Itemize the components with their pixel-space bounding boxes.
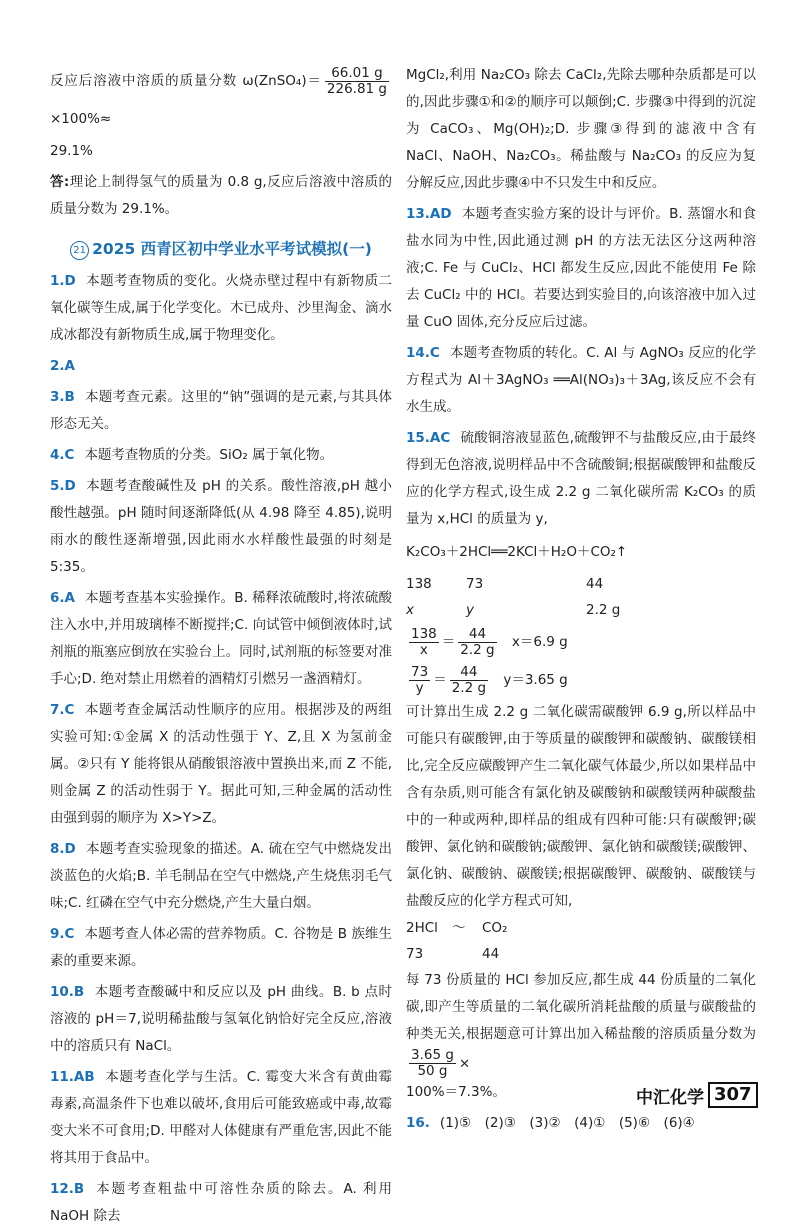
prev-answer (50, 169, 392, 223)
answer-15 (406, 425, 756, 533)
prev-fraction (325, 66, 389, 97)
prev-answer-text: 理论上制得氢气的质量为 0.8 g,反应后溶液中溶质的质量分数为 29.1%。 (50, 174, 392, 217)
q15-rel-r2-c2 (452, 941, 482, 967)
q15-r2-c2: y (466, 602, 474, 618)
answer-5-text: 本题考查酸碱性及 pH 的关系。酸性溶液,pH 越小酸性越强。pH 随时间逐渐降低(从 4.98 降至 4.85),说明雨水的酸性逐渐增强,因此雨水水样酸性最强的时刻是 5:35。 (50, 478, 392, 575)
q15-r1-c3: 44 (586, 576, 604, 592)
q15-frac2b-den: 2.2 g (451, 679, 487, 696)
answer-9-text: 本题考查人体必需的营养物质。C. 谷物是 B 族维生素的重要来源。 (50, 926, 392, 969)
q15-text3-post: × (458, 1055, 471, 1072)
answer-8-num: 8.D (50, 841, 76, 857)
q15-frac1b (458, 627, 496, 658)
q15-text3-pre: 每 73 份质量的 HCl 参加反应,都生成 44 份质量的二氧化碳,即产生等质量的二氧化碳所消耗盐酸的质量与碳酸盐的种类无关,根据题意可计算出加入稀盐酸的溶质质量分数为 (406, 972, 756, 1042)
q15-text3-frac-den: 50 g (417, 1063, 448, 1079)
q15-frac1 (409, 627, 439, 658)
q15-text3-frac (409, 1048, 456, 1079)
page-number: 307 (708, 1082, 758, 1108)
q15-frac1-den: x (419, 641, 428, 658)
answer-8-text: 本题考查实验现象的描述。A. 硫在空气中燃烧发出淡蓝色的火焰;B. 羊毛制品在空气中燃烧,产生烧焦羽毛气味;C. 红磷在空气中充分燃烧,产生大量白烟。 (50, 841, 392, 911)
page-footer (636, 1082, 758, 1108)
answer-1-num: 1.D (50, 273, 76, 289)
q15-relation-row-1 (406, 915, 756, 941)
prev-line1-post: ×100%≈ (50, 111, 112, 127)
prev-frac-num: 66.01 g (325, 66, 389, 82)
answer-13-num: 13.AD (406, 206, 452, 222)
answer-1 (50, 268, 392, 349)
answer-8 (50, 836, 392, 917)
q15-text3-end: 100%＝7.3%。 (406, 1084, 506, 1100)
answer-1-text: 本题考查物质的变化。火烧赤壁过程中有新物质二氧化碳等生成,属于化学变化。木已成舟、沙里淘金、滴水成冰都没有新物质生成,属于物理变化。 (50, 273, 392, 343)
q15-frac2-result: y＝3.65 g (503, 672, 568, 688)
answer-5-num: 5.D (50, 478, 76, 494)
answer-10-text: 本题考查酸碱中和反应以及 pH 曲线。B. b 点时溶液的 pH＝7,说明稀盐酸与氢氧化钠恰好完全反应,溶液中的溶质只有 NaCl。 (50, 984, 392, 1054)
answer-12-num: 12.B (50, 1181, 85, 1197)
prev-result-line (50, 62, 392, 138)
answer-3 (50, 384, 392, 438)
answer-4-text: 本题考查物质的分类。SiO₂ 属于氧化物。 (84, 447, 334, 463)
q15-frac2-den: y (415, 679, 424, 696)
answer-2 (50, 353, 392, 380)
q15-frac2b (450, 665, 488, 696)
q15-r1-c2: 73 (466, 576, 484, 592)
answer-5 (50, 473, 392, 581)
answer-7-text: 本题考查金属活动性顺序的应用。根据涉及的两组实验可知:①金属 X 的活动性强于 Y、Z,且 X 为氢前金属。②只有 Y 能将银从硝酸银溶液中置换出来,而 Z 不能,则金属 Z 的活动性弱于 Y。据此可知,三种金属的活动性由强到弱的顺序为 X>Y>Z。 (50, 702, 392, 826)
q15-rel-r1-c3: CO₂ (482, 920, 508, 936)
answer-10 (50, 979, 392, 1060)
answer-6-text: 本题考查基本实验操作。B. 稀释浓硫酸时,将浓硫酸注入水中,并用玻璃棒不断搅拌;C. 向试管中倾倒液体时,试剂瓶的瓶塞应倒放在实验台上。同时,试剂瓶的标签要对准手心;D. 绝对禁止用燃着的酒精灯引燃另一盏酒精灯。 (50, 590, 392, 687)
answer-11-text: 本题考查化学与生活。C. 霉变大米含有黄曲霉毒素,高温条件下也难以破坏,食用后可能致癌或中毒,故霉变大米不可食用;D. 甲醛对人体健康有严重危害,因此不能将其用于食品中。 (50, 1069, 392, 1166)
q15-text3-frac-num: 3.65 g (411, 1047, 454, 1063)
q15-rel-r1-c2: ～ (452, 920, 466, 936)
q15-frac2-num: 73 (411, 663, 429, 680)
answer-11 (50, 1064, 392, 1172)
answer-2-num: 2.A (50, 358, 75, 374)
q15-frac1-result: x＝6.9 g (511, 634, 568, 650)
q15-relation-row-2 (406, 941, 756, 967)
answer-13-text: 本题考查实验方案的设计与评价。B. 蒸馏水和食盐水同为中性,因此通过测 pH 的方法无法区分这两种溶液;C. Fe 与 CuCl₂、HCl 都发生反应,因此不能使用 Fe 除去 CuCl₂ 中的 HCl。若要达到实验目的,向该溶液中加入过量 CuO 固体,充分反应后过滤。 (406, 206, 756, 330)
prev-line1-pre: 反应后溶液中溶质的质量分数 ω(ZnSO₄)＝ (50, 73, 322, 89)
answer-7-num: 7.C (50, 702, 75, 718)
q15-rel-r1-c1: 2HCl (406, 920, 438, 936)
q15-frac1b-num: 44 (458, 627, 496, 643)
answer-16-text: (1)⑤ (2)③ (3)② (4)① (5)⑥ (6)④ (439, 1115, 695, 1131)
section-title-text: 2025 西青区初中学业水平考试模拟(一) (92, 240, 372, 258)
answer-6 (50, 585, 392, 693)
q15-proportion-2: $\frac{73}{y}$ ＝ $\frac{44}{2.2 g}$ y＝3.65 g (411, 663, 568, 696)
q15-r2-c3: 2.2 g (586, 602, 621, 618)
answer-15-text: 硫酸铜溶液显蓝色,硫酸钾不与盐酸反应,由于最终得到无色溶液,说明样品中不含硫酸铜;根据碳酸钾和盐酸反应的化学方程式,设生成 2.2 g 二氧化碳所需 K₂CO₃ 的质量为 x,HCl 的质量为 y, (406, 430, 756, 527)
q15-frac1b-den: 2.2 g (460, 641, 495, 658)
section-marker: 21 (70, 241, 89, 260)
q15-text2: 可计算出生成 2.2 g 二氧化碳需碳酸钾 6.9 g,所以样品中可能只有碳酸钾,由于等质量的碳酸钾和碳酸钠、碳酸镁相比,完全反应碳酸钾产生二氧化碳气体最少,所以如果样品中含有杂质,则可能含有氯化钠及碳酸钠和碳酸镁两种碳酸盐中的一种或两种,即样品的组成有四种可能:只有碳酸钾;碳酸钾、氯化钠和碳酸钠;碳酸钾、氯化钠和碳酸镁;碳酸钾、氯化钠、碳酸钠、碳酸镁;根据碳酸钾、碳酸钠、碳酸镁与盐酸反应的化学方程式可知, (406, 704, 756, 909)
right-column (406, 62, 756, 1137)
prev-line2: 29.1% (50, 143, 93, 159)
answer-14 (406, 340, 756, 421)
q15-mass-row-1 (406, 571, 756, 597)
q15-mass-row-2 (406, 597, 756, 623)
q15-text3 (406, 967, 756, 1079)
q15-equation: K₂CO₃＋2HCl══2KCl＋H₂O＋CO₂↑ (406, 544, 628, 560)
answer-3-num: 3.B (50, 389, 75, 405)
footer-label: 中汇化学 (636, 1087, 704, 1108)
section-title (50, 237, 392, 260)
answer-9 (50, 921, 392, 975)
answer-15-num: 15.AC (406, 430, 451, 446)
answer-12-continuation: MgCl₂,利用 Na₂CO₃ 除去 CaCl₂,先除去哪种杂质都是可以的,因此步骤①和②的顺序可以颠倒;C. 步骤③中得到的沉淀为 CaCO₃、Mg(OH)₂;D. 步骤③得到的滤液中含有 NaCl、NaOH、Na₂CO₃。稀盐酸与 Na₂CO₃ 的反应为复分解反应,因此步骤④中不只发生中和反应。 (406, 67, 756, 191)
answer-4 (50, 442, 392, 469)
answer-12 (50, 1176, 392, 1230)
q15-rel-r2-c1: 73 (406, 946, 424, 962)
answer-3-text: 本题考查元素。这里的“钠”强调的是元素,与其具体形态无关。 (50, 389, 392, 432)
answer-6-num: 6.A (50, 590, 75, 606)
prev-answer-label: 答: (50, 174, 70, 190)
q15-frac2 (409, 665, 430, 696)
answer-9-num: 9.C (50, 926, 75, 942)
answer-4-num: 4.C (50, 447, 75, 463)
answer-10-num: 10.B (50, 984, 85, 1000)
answer-12-text: 本题考查粗盐中可溶性杂质的除去。A. 利用 NaOH 除去 (50, 1181, 392, 1224)
answer-14-text: 本题考查物质的转化。C. Al 与 AgNO₃ 反应的化学方程式为 Al＋3AgNO₃ ══Al(NO₃)₃＋3Ag,该反应不会有水生成。 (406, 345, 756, 415)
answer-13 (406, 201, 756, 336)
q15-r2-c1: x (406, 602, 414, 618)
answer-14-num: 14.C (406, 345, 440, 361)
answer-11-num: 11.AB (50, 1069, 95, 1085)
answer-7 (50, 697, 392, 832)
q15-frac1-num: 138 (411, 625, 437, 642)
left-column (50, 62, 392, 1230)
prev-frac-den: 226.81 g (326, 80, 387, 97)
q15-proportion-1: $\frac{138}{x}$ ＝ $\frac{44}{2.2 g}$ x＝6.9 g (411, 625, 568, 658)
answer-16-num: 16. (406, 1115, 430, 1131)
q15-rel-r2-c3: 44 (482, 946, 500, 962)
q15-frac2b-num: 44 (450, 665, 488, 681)
q15-r1-c1: 138 (406, 576, 432, 592)
